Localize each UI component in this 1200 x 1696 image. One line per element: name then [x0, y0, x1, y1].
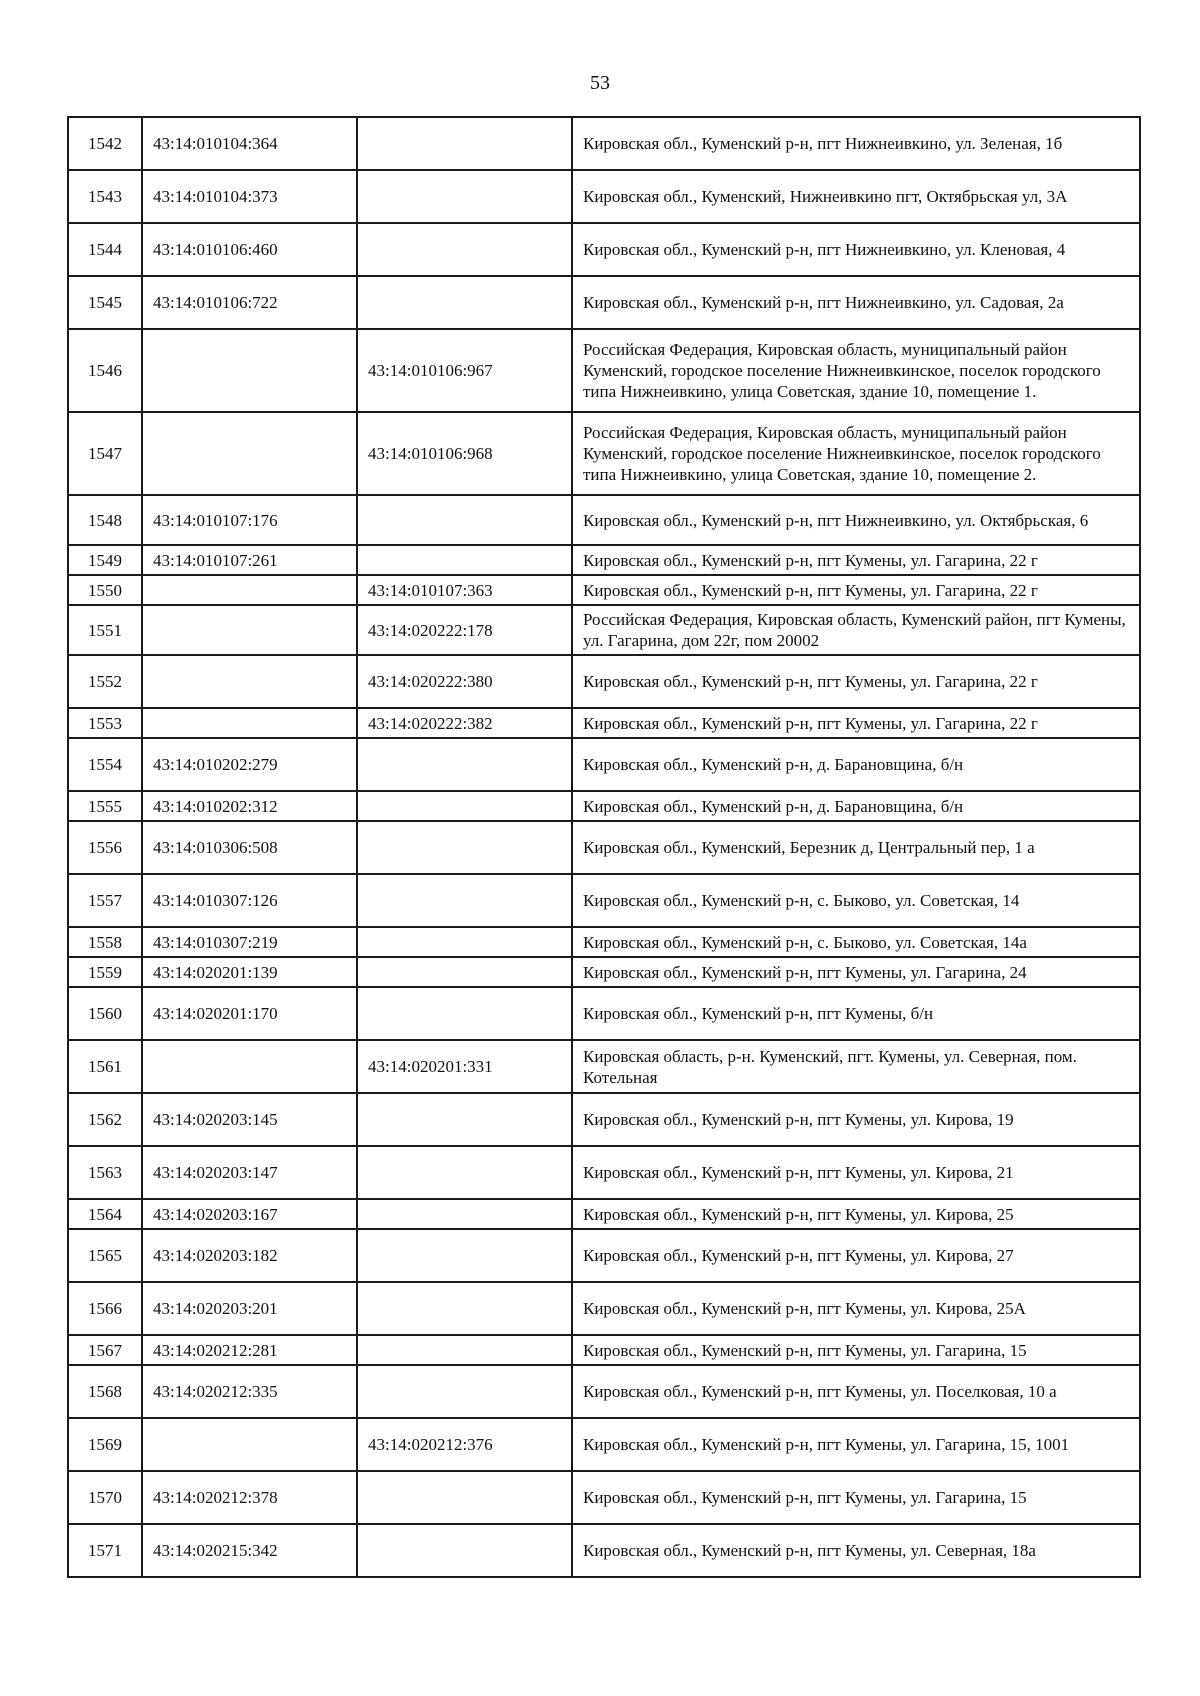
table-row [68, 655, 1140, 708]
premises-cadastral-number-cell [357, 1524, 572, 1577]
address-cell: Кировская обл., Куменский р-н, пгт Нижнеивкино, ул. Зеленая, 1б [572, 117, 1140, 170]
land-cadastral-number-cell: 43:14:020212:335 [142, 1365, 357, 1418]
address-cell: Кировская обл., Куменский р-н, пгт Кумены, ул. Кирова, 25 [572, 1199, 1140, 1229]
premises-cadastral-number-cell: 43:14:020201:331 [357, 1040, 572, 1093]
table-row [68, 791, 1140, 821]
table-row [68, 412, 1140, 495]
table-row [68, 605, 1140, 655]
row-number-cell: 1553 [68, 708, 142, 738]
land-cadastral-number-cell: 43:14:020212:281 [142, 1335, 357, 1365]
table-row [68, 987, 1140, 1040]
table-body [68, 117, 1140, 1577]
address-cell: Кировская обл., Куменский р-н, пгт Кумены, ул. Гагарина, 22 г [572, 655, 1140, 708]
land-cadastral-number-cell: 43:14:010106:722 [142, 276, 357, 329]
address-cell: Кировская обл., Куменский р-н, с. Быково, ул. Советская, 14 [572, 874, 1140, 927]
premises-cadastral-number-cell [357, 495, 572, 545]
table-row [68, 708, 1140, 738]
table-row [68, 1229, 1140, 1282]
table-row [68, 1093, 1140, 1146]
address-cell: Кировская обл., Куменский р-н, пгт Нижнеивкино, ул. Кленовая, 4 [572, 223, 1140, 276]
row-number-cell: 1554 [68, 738, 142, 791]
table-row [68, 1365, 1140, 1418]
address-cell: Кировская обл., Куменский р-н, пгт Кумены, ул. Гагарина, 15, 1001 [572, 1418, 1140, 1471]
table-row [68, 1040, 1140, 1093]
row-number-cell: 1543 [68, 170, 142, 223]
row-number-cell: 1555 [68, 791, 142, 821]
table-row [68, 1146, 1140, 1199]
land-cadastral-number-cell: 43:14:020203:201 [142, 1282, 357, 1335]
premises-cadastral-number-cell [357, 117, 572, 170]
row-number-cell: 1570 [68, 1471, 142, 1524]
row-number-cell: 1558 [68, 927, 142, 957]
property-registry-table [67, 116, 1141, 1578]
row-number-cell: 1561 [68, 1040, 142, 1093]
row-number-cell: 1552 [68, 655, 142, 708]
table-row [68, 1418, 1140, 1471]
row-number-cell: 1544 [68, 223, 142, 276]
premises-cadastral-number-cell [357, 1471, 572, 1524]
premises-cadastral-number-cell [357, 957, 572, 987]
land-cadastral-number-cell: 43:14:020203:182 [142, 1229, 357, 1282]
row-number-cell: 1550 [68, 575, 142, 605]
premises-cadastral-number-cell [357, 821, 572, 874]
land-cadastral-number-cell [142, 605, 357, 655]
land-cadastral-number-cell: 43:14:020203:167 [142, 1199, 357, 1229]
address-cell: Кировская обл., Куменский р-н, пгт Кумены, ул. Гагарина, 24 [572, 957, 1140, 987]
address-cell: Кировская обл., Куменский р-н, пгт Кумены, ул. Гагарина, 22 г [572, 708, 1140, 738]
land-cadastral-number-cell: 43:14:010107:261 [142, 545, 357, 575]
address-cell: Кировская обл., Куменский р-н, д. Барановщина, б/н [572, 738, 1140, 791]
address-cell: Кировская обл., Куменский р-н, пгт Кумены, ул. Гагарина, 22 г [572, 545, 1140, 575]
table-row [68, 1524, 1140, 1577]
address-cell: Кировская обл., Куменский р-н, пгт Нижнеивкино, ул. Садовая, 2а [572, 276, 1140, 329]
row-number-cell: 1542 [68, 117, 142, 170]
table-row [68, 495, 1140, 545]
land-cadastral-number-cell: 43:14:020203:145 [142, 1093, 357, 1146]
address-cell: Кировская область, р-н. Куменский, пгт. Кумены, ул. Северная, пом. Котельная [572, 1040, 1140, 1093]
land-cadastral-number-cell: 43:14:010202:312 [142, 791, 357, 821]
premises-cadastral-number-cell [357, 1199, 572, 1229]
address-cell: Кировская обл., Куменский р-н, пгт Кумены, ул. Кирова, 27 [572, 1229, 1140, 1282]
row-number-cell: 1545 [68, 276, 142, 329]
premises-cadastral-number-cell [357, 170, 572, 223]
row-number-cell: 1548 [68, 495, 142, 545]
row-number-cell: 1559 [68, 957, 142, 987]
land-cadastral-number-cell: 43:14:010106:460 [142, 223, 357, 276]
address-cell: Кировская обл., Куменский р-н, пгт Нижнеивкино, ул. Октябрьская, 6 [572, 495, 1140, 545]
row-number-cell: 1571 [68, 1524, 142, 1577]
table-row [68, 738, 1140, 791]
premises-cadastral-number-cell: 43:14:010106:968 [357, 412, 572, 495]
premises-cadastral-number-cell [357, 874, 572, 927]
table-row [68, 223, 1140, 276]
address-cell: Кировская обл., Куменский р-н, пгт Кумены, ул. Гагарина, 15 [572, 1471, 1140, 1524]
table-row [68, 927, 1140, 957]
premises-cadastral-number-cell [357, 1365, 572, 1418]
row-number-cell: 1562 [68, 1093, 142, 1146]
row-number-cell: 1565 [68, 1229, 142, 1282]
address-cell: Кировская обл., Куменский р-н, пгт Кумены, ул. Гагарина, 15 [572, 1335, 1140, 1365]
address-cell: Кировская обл., Куменский р-н, пгт Кумены, ул. Кирова, 19 [572, 1093, 1140, 1146]
premises-cadastral-number-cell [357, 545, 572, 575]
land-cadastral-number-cell [142, 1040, 357, 1093]
premises-cadastral-number-cell [357, 1093, 572, 1146]
land-cadastral-number-cell: 43:14:020201:139 [142, 957, 357, 987]
address-cell: Кировская обл., Куменский, Березник д, Центральный пер, 1 а [572, 821, 1140, 874]
land-cadastral-number-cell: 43:14:010307:126 [142, 874, 357, 927]
premises-cadastral-number-cell [357, 927, 572, 957]
land-cadastral-number-cell [142, 1418, 357, 1471]
row-number-cell: 1551 [68, 605, 142, 655]
land-cadastral-number-cell: 43:14:010107:176 [142, 495, 357, 545]
row-number-cell: 1546 [68, 329, 142, 412]
premises-cadastral-number-cell [357, 276, 572, 329]
premises-cadastral-number-cell [357, 1146, 572, 1199]
premises-cadastral-number-cell [357, 223, 572, 276]
row-number-cell: 1556 [68, 821, 142, 874]
land-cadastral-number-cell: 43:14:010104:364 [142, 117, 357, 170]
land-cadastral-number-cell [142, 655, 357, 708]
land-cadastral-number-cell: 43:14:020215:342 [142, 1524, 357, 1577]
premises-cadastral-number-cell [357, 987, 572, 1040]
row-number-cell: 1564 [68, 1199, 142, 1229]
address-cell: Российская Федерация, Кировская область, муниципальный район Куменский, городское поселение Нижнеивкинское, поселок городского типа Нижнеивкино, улица Советская, здание 10, помещение 1. [572, 329, 1140, 412]
table-row [68, 170, 1140, 223]
table-row [68, 821, 1140, 874]
premises-cadastral-number-cell [357, 1282, 572, 1335]
land-cadastral-number-cell: 43:14:010202:279 [142, 738, 357, 791]
row-number-cell: 1549 [68, 545, 142, 575]
row-number-cell: 1563 [68, 1146, 142, 1199]
premises-cadastral-number-cell [357, 738, 572, 791]
address-cell: Российская Федерация, Кировская область, Куменский район, пгт Кумены, ул. Гагарина, дом 22г, пом 20002 [572, 605, 1140, 655]
table-row [68, 874, 1140, 927]
premises-cadastral-number-cell [357, 791, 572, 821]
land-cadastral-number-cell: 43:14:010306:508 [142, 821, 357, 874]
premises-cadastral-number-cell: 43:14:020222:380 [357, 655, 572, 708]
row-number-cell: 1568 [68, 1365, 142, 1418]
row-number-cell: 1557 [68, 874, 142, 927]
table-row [68, 1199, 1140, 1229]
address-cell: Кировская обл., Куменский р-н, с. Быково, ул. Советская, 14а [572, 927, 1140, 957]
row-number-cell: 1567 [68, 1335, 142, 1365]
land-cadastral-number-cell [142, 412, 357, 495]
table-row [68, 117, 1140, 170]
premises-cadastral-number-cell: 43:14:010107:363 [357, 575, 572, 605]
address-cell: Кировская обл., Куменский р-н, пгт Кумены, ул. Кирова, 25А [572, 1282, 1140, 1335]
premises-cadastral-number-cell: 43:14:020212:376 [357, 1418, 572, 1471]
address-cell: Российская Федерация, Кировская область, муниципальный район Куменский, городское поселение Нижнеивкинское, поселок городского типа Нижнеивкино, улица Советская, здание 10, помещение 2. [572, 412, 1140, 495]
table-row [68, 329, 1140, 412]
land-cadastral-number-cell: 43:14:010307:219 [142, 927, 357, 957]
row-number-cell: 1569 [68, 1418, 142, 1471]
table-row [68, 575, 1140, 605]
land-cadastral-number-cell [142, 329, 357, 412]
land-cadastral-number-cell [142, 575, 357, 605]
address-cell: Кировская обл., Куменский р-н, пгт Кумены, б/н [572, 987, 1140, 1040]
table-row [68, 957, 1140, 987]
premises-cadastral-number-cell: 43:14:010106:967 [357, 329, 572, 412]
address-cell: Кировская обл., Куменский р-н, пгт Кумены, ул. Кирова, 21 [572, 1146, 1140, 1199]
premises-cadastral-number-cell [357, 1229, 572, 1282]
address-cell: Кировская обл., Куменский р-н, пгт Кумены, ул. Гагарина, 22 г [572, 575, 1140, 605]
row-number-cell: 1560 [68, 987, 142, 1040]
table-row [68, 1471, 1140, 1524]
table-row [68, 545, 1140, 575]
premises-cadastral-number-cell: 43:14:020222:382 [357, 708, 572, 738]
land-cadastral-number-cell: 43:14:020203:147 [142, 1146, 357, 1199]
table-row [68, 1335, 1140, 1365]
address-cell: Кировская обл., Куменский р-н, пгт Кумены, ул. Поселковая, 10 а [572, 1365, 1140, 1418]
address-cell: Кировская обл., Куменский р-н, пгт Кумены, ул. Северная, 18а [572, 1524, 1140, 1577]
land-cadastral-number-cell: 43:14:020201:170 [142, 987, 357, 1040]
row-number-cell: 1547 [68, 412, 142, 495]
table-row [68, 276, 1140, 329]
address-cell: Кировская обл., Куменский р-н, д. Барановщина, б/н [572, 791, 1140, 821]
land-cadastral-number-cell: 43:14:020212:378 [142, 1471, 357, 1524]
table-row [68, 1282, 1140, 1335]
premises-cadastral-number-cell [357, 1335, 572, 1365]
land-cadastral-number-cell: 43:14:010104:373 [142, 170, 357, 223]
premises-cadastral-number-cell: 43:14:020222:178 [357, 605, 572, 655]
land-cadastral-number-cell [142, 708, 357, 738]
address-cell: Кировская обл., Куменский, Нижнеивкино пгт, Октябрьская ул, 3А [572, 170, 1140, 223]
row-number-cell: 1566 [68, 1282, 142, 1335]
page-number: 53 [590, 72, 610, 94]
